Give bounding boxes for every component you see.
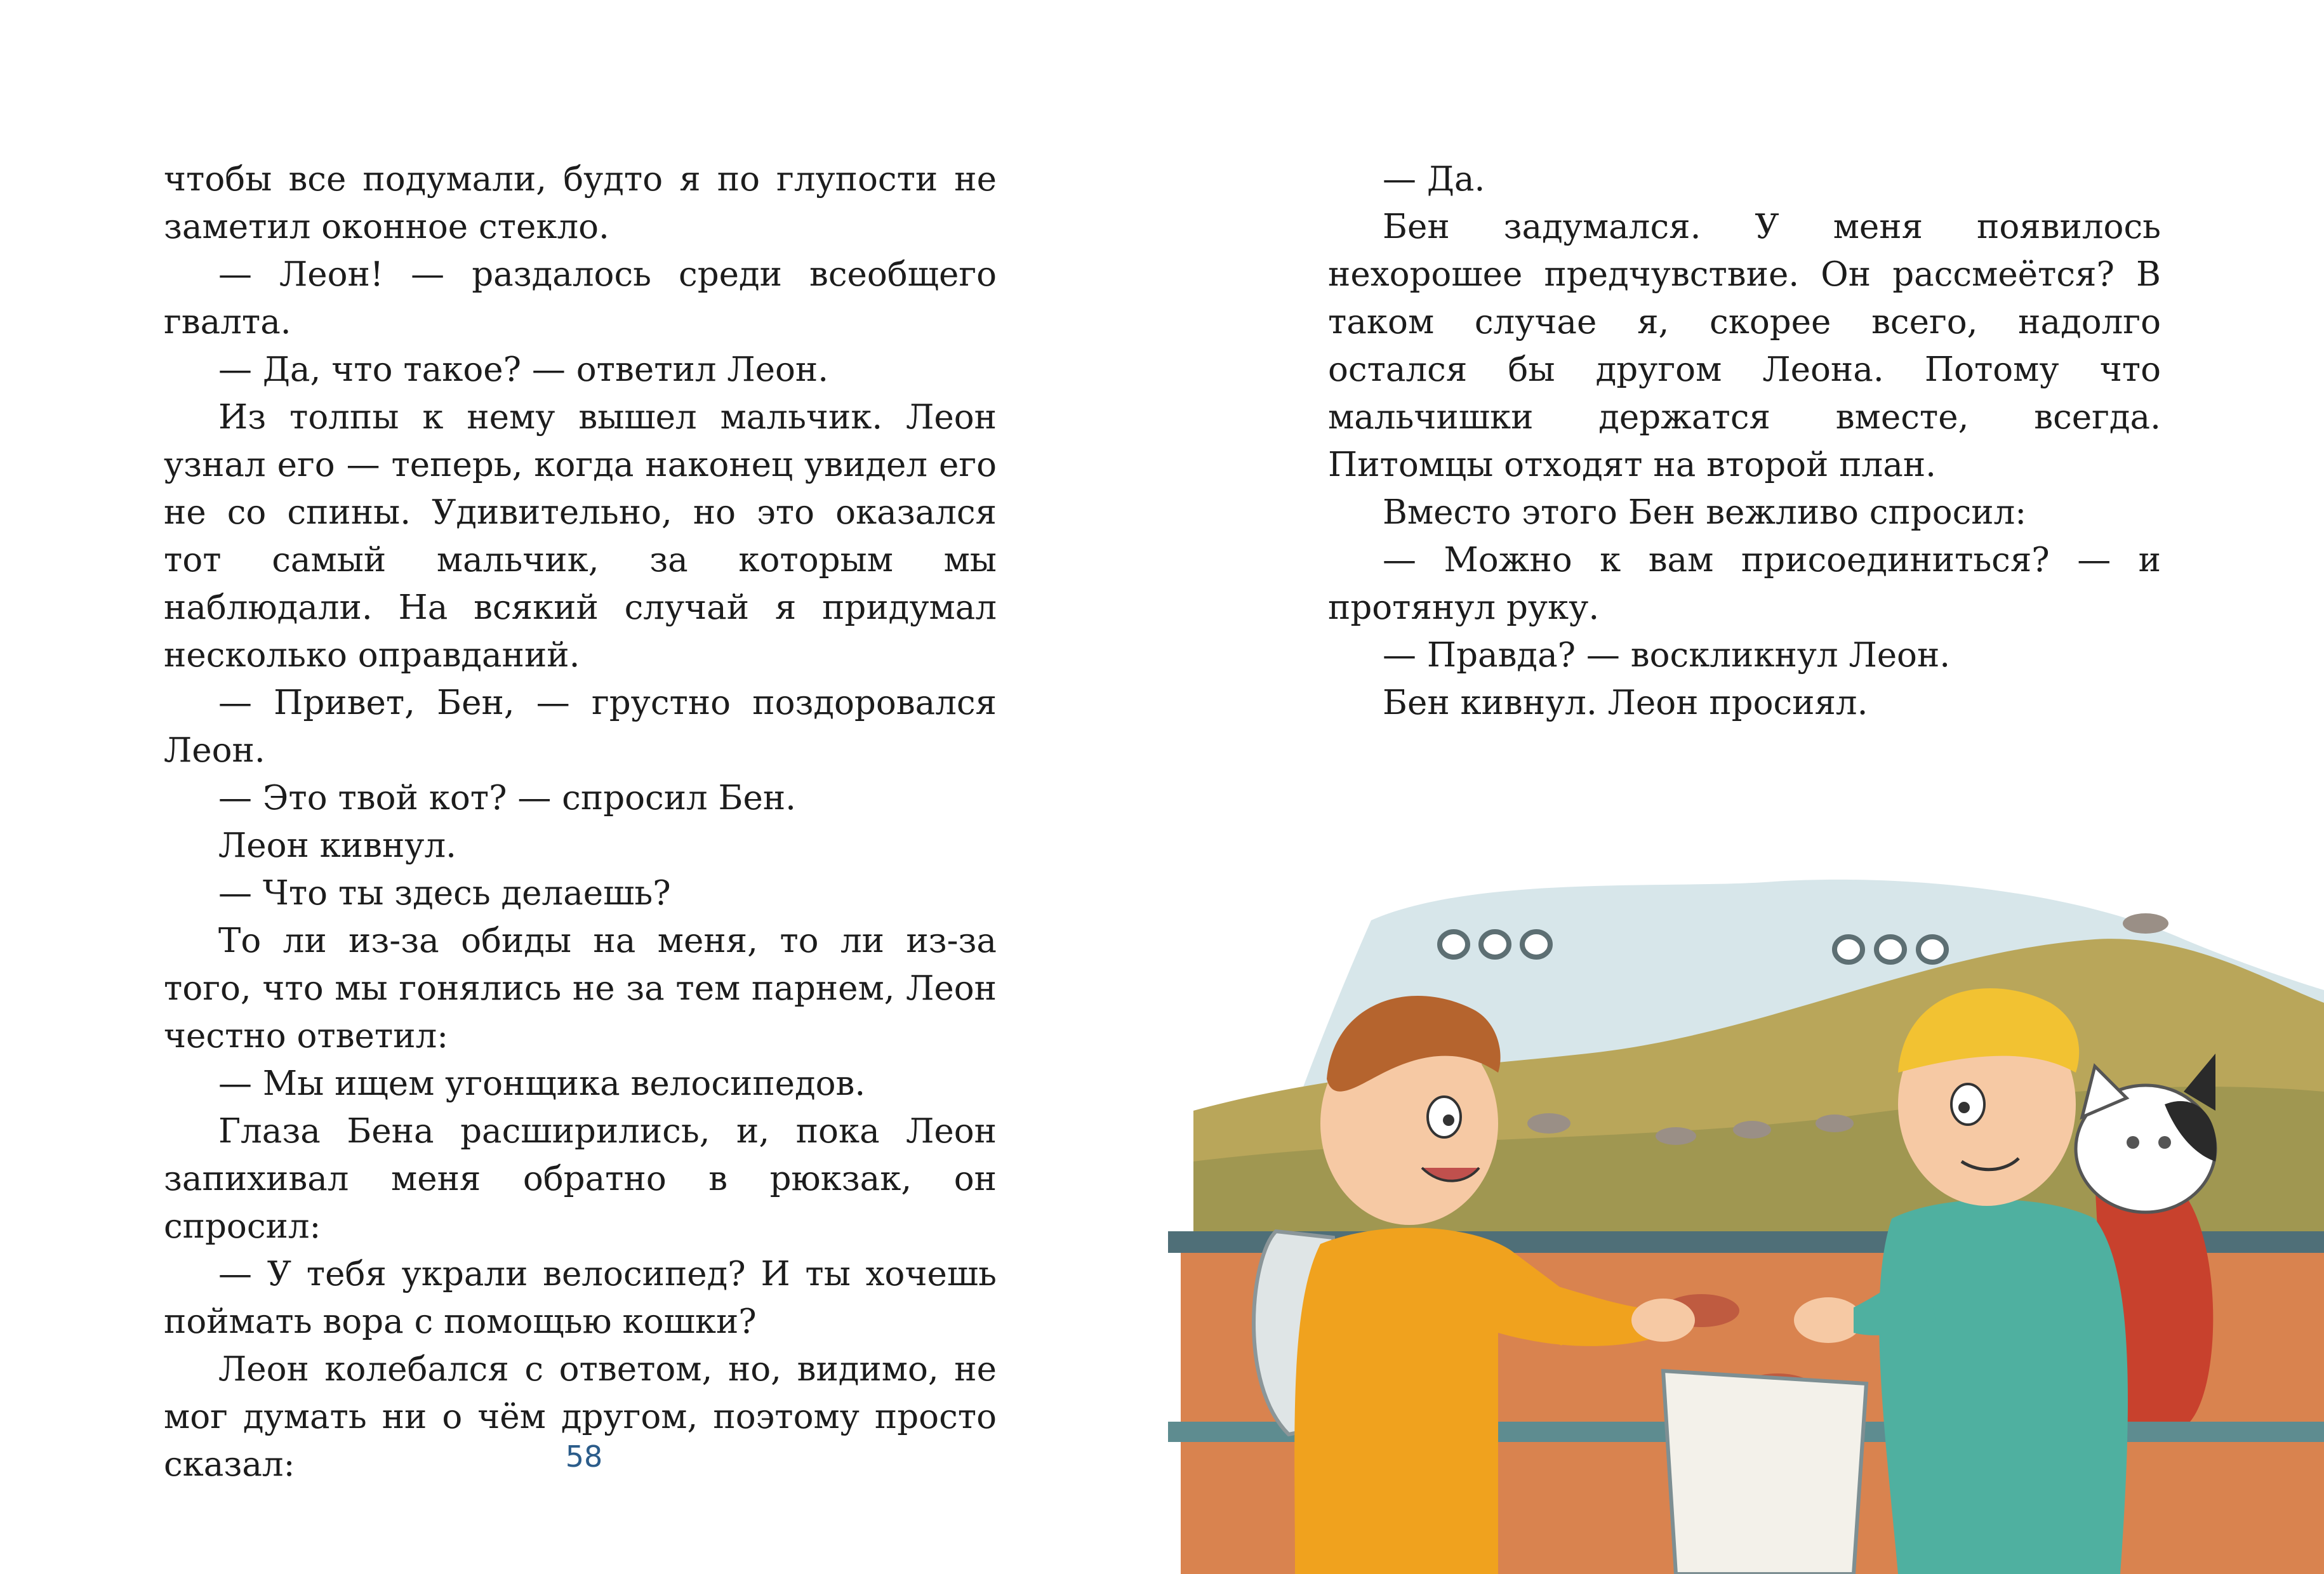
info-board [1663,1371,1866,1574]
paragraph: — У тебя украли велосипед? И ты хочешь поймать вора с помощью кошки? [164,1255,997,1341]
paragraph: — Это твой кот? — спросил Бен. [218,779,797,817]
left-page-text [164,155,997,1488]
paragraph: — Леон! — раздалось среди всеобщего гвалта. [164,255,997,341]
paragraph: Глаза Бена расширились, и, пока Леон запихивал меня обратно в рюкзак, он спросил: [164,1112,997,1246]
paragraph: Из толпы к нему вышел мальчик. Леон узнал его — теперь, когда наконец увидел его не со спины. Удивительно, но это оказался тот самый мальчик, за которым мы наблюдали. На всякий случай я придумал несколько оправданий. [164,398,997,675]
paragraph: Вместо этого Бен вежливо спросил: [1383,493,2027,532]
hand [1631,1299,1695,1342]
paragraph: — Что ты здесь делаешь? [218,874,671,913]
paragraph: — Да. [1383,160,1485,199]
paragraph: — Можно к вам присоединиться? — и протянул руку. [1328,541,2161,627]
paragraph: Бен задумался. У меня появилось нехорошее предчувствие. Он рассмеётся? В таком случае я, скорее всего, надолго остался бы другом Леона. Потому что мальчишки держатся вместе, всегда. Питомцы отходят на второй план. [1328,208,2161,484]
paragraph: Бен кивнул. Леон просиял. [1383,684,1868,722]
paragraph: — Да, что такое? — ответил Леон. [218,350,829,389]
page-number: 58 [565,1439,603,1474]
green-jacket [1879,1200,2128,1574]
paragraph: — Привет, Бен, — грустно поздоровался Леон. [164,684,997,770]
hand [1794,1297,1863,1343]
paragraph: — Мы ищем угонщика велосипедов. [218,1064,866,1103]
paragraph: То ли из-за обиды на меня, то ли из-за того, что мы гонялись не за тем парнем, Леон честно ответил: [164,922,997,1055]
illustration-boys-with-cat [1143,863,2324,1574]
paragraph: чтобы все подумали, будто я по глупости не заметил оконное стекло. [164,160,997,246]
paragraph: Леон кивнул. [218,826,456,865]
paragraph: — Правда? — воскликнул Леон. [1383,636,1951,675]
paragraph: Леон колебался с ответом, но, видимо, не мог думать ни о чём другом, поэтому просто сказал: [164,1350,997,1484]
right-page-text [1328,155,2161,727]
